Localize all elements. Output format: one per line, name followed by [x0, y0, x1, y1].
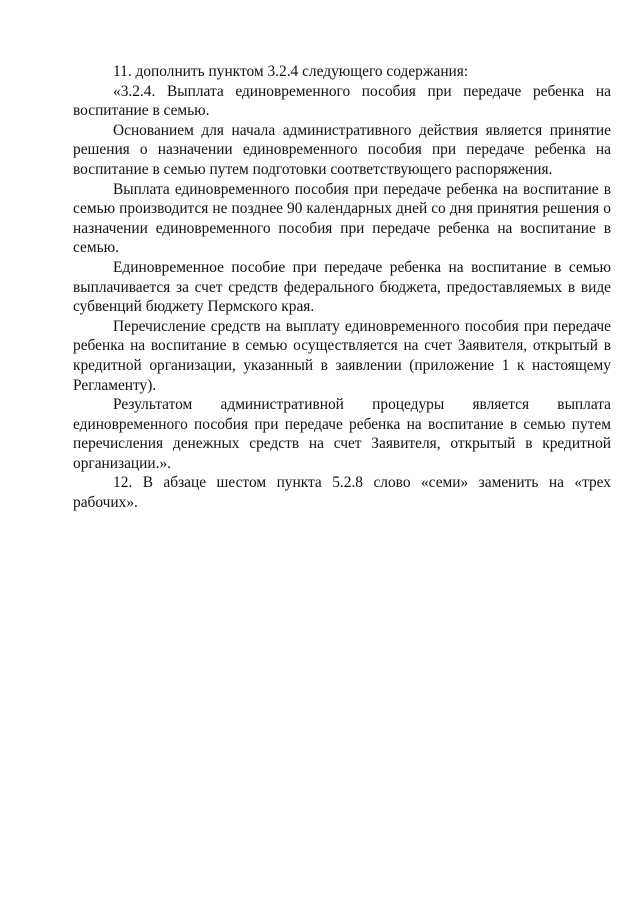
document-body	[73, 62, 611, 513]
paragraph-funding-source: Единовременное пособие при передаче ребенка на воспитание в семью выплачивается за счет средств федерального бюджета, предоставляемых в виде субвенций бюджету Пермского края.	[73, 258, 611, 316]
paragraph-item-11: 11. дополнить пунктом 3.2.4 следующего содержания:	[113, 63, 469, 80]
paragraph-payment-term: Выплата единовременного пособия при передаче ребенка на воспитание в семью производится не позднее 90 календарных дней со дня принятия решения о назначении единовременного пособия при передаче ребенка на воспитание в семью.	[73, 180, 611, 257]
paragraph-result: Результатом административной процедуры является выплата единовременного пособия при передаче ребенка на воспитание в семью путем перечисления денежных средств на счет Заявителя, открытый в кредитной организации.».	[73, 396, 611, 472]
paragraph-transfer: Перечисление средств на выплату единовременного пособия при передаче ребенка на воспитание в семью осуществляется на счет Заявителя, открытый в кредитной организации, указанный в заявлении (приложение 1 к настоящему Регламенту).	[73, 317, 611, 394]
paragraph-3-2-4-heading: «3.2.4. Выплата единовременного пособия при передаче ребенка на воспитание в семью.	[73, 82, 611, 120]
paragraph-basis: Основанием для начала административного действия является принятие решения о назначении единовременного пособия при передаче ребенка на воспитание в семью путем подготовки соответствующего распоряжения.	[73, 121, 611, 178]
paragraph-item-12: 12. В абзаце шестом пункта 5.2.8 слово «семи» заменить на «трех рабочих».	[73, 474, 611, 512]
